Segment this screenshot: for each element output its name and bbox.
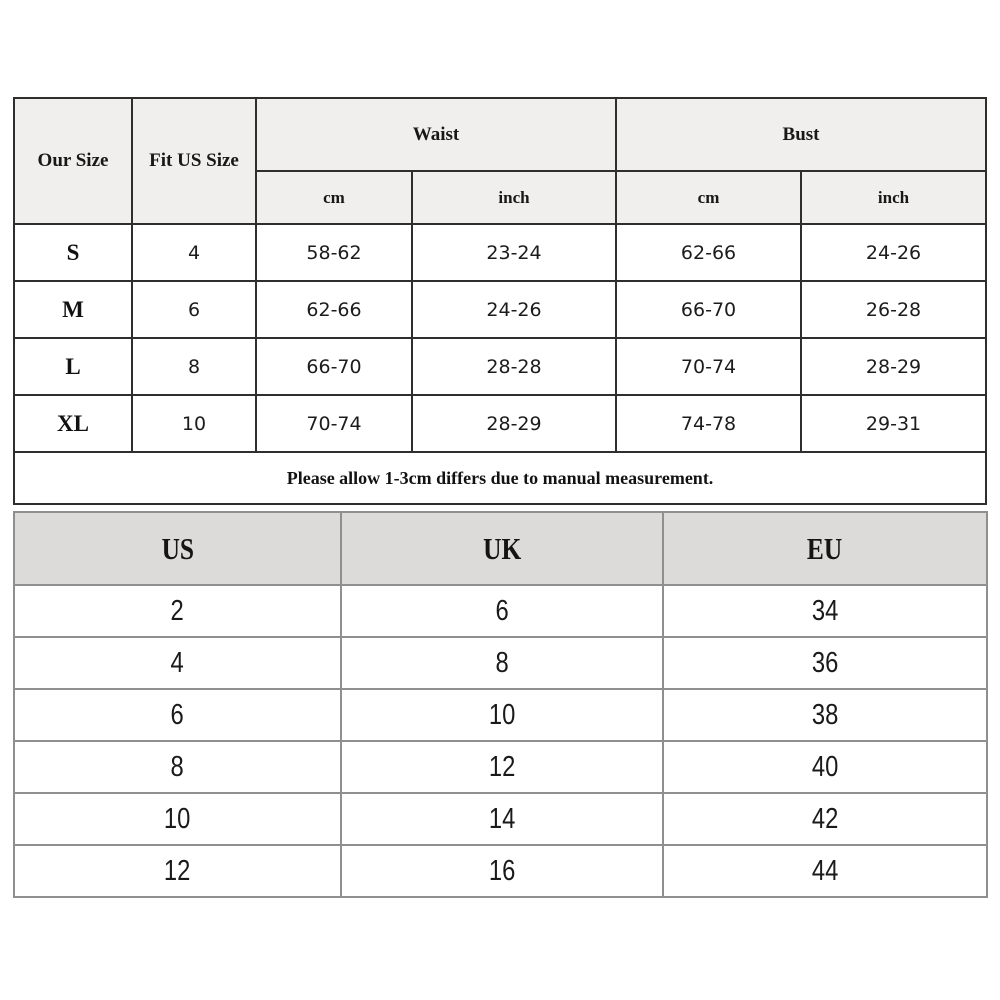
table-row: [14, 689, 987, 741]
cell-bust-cm: 66-70: [616, 281, 801, 338]
column-header-eu: [663, 512, 987, 585]
table-row-size-m: [14, 281, 986, 338]
cell-us: [14, 793, 341, 845]
cell-eu: [663, 793, 987, 845]
cell-us-value: 2: [170, 594, 185, 627]
column-header-our-size: Our Size: [14, 98, 132, 224]
cell-us: [14, 585, 341, 637]
cell-waist-inch: 28-28: [412, 338, 616, 395]
cell-bust-inch: 29-31: [801, 395, 986, 452]
table-row: [14, 845, 987, 897]
cell-uk-value: 6: [495, 594, 509, 627]
cell-uk-value: 14: [488, 802, 516, 835]
cell-eu-value: 42: [811, 802, 839, 835]
cell-us: [14, 845, 341, 897]
cell-our-size: S: [14, 224, 132, 281]
conversion-header-row: [14, 512, 987, 585]
table-row-size-xl: [14, 395, 986, 452]
cell-waist-inch: 28-29: [412, 395, 616, 452]
cell-uk-value: 16: [488, 854, 516, 887]
cell-uk: [341, 637, 663, 689]
conversion-chart-table: [13, 511, 988, 898]
cell-eu-value: 36: [811, 646, 839, 679]
cell-fit-us-size: 4: [132, 224, 256, 281]
cell-us-value: 8: [170, 750, 185, 783]
cell-fit-us-size: 8: [132, 338, 256, 395]
table-row: [14, 637, 987, 689]
cell-bust-cm: 74-78: [616, 395, 801, 452]
column-header-waist-inch: inch: [412, 171, 616, 224]
table-row: [14, 741, 987, 793]
cell-waist-inch: 24-26: [412, 281, 616, 338]
cell-us-value: 12: [164, 854, 191, 887]
cell-waist-cm: 62-66: [256, 281, 412, 338]
cell-eu: [663, 741, 987, 793]
cell-eu: [663, 845, 987, 897]
table-row-size-s: [14, 224, 986, 281]
size-chart-header-row-1: [14, 98, 986, 171]
size-chart-table: [13, 97, 987, 505]
cell-uk-value: 10: [488, 698, 516, 731]
column-header-bust-cm: cm: [616, 171, 801, 224]
measurement-note-row: [14, 452, 986, 504]
cell-uk: [341, 845, 663, 897]
cell-us-value: 4: [170, 646, 185, 679]
cell-uk: [341, 585, 663, 637]
cell-waist-cm: 70-74: [256, 395, 412, 452]
column-header-uk-label: UK: [482, 530, 522, 566]
table-row: [14, 585, 987, 637]
column-header-bust-inch: inch: [801, 171, 986, 224]
column-header-eu-label: EU: [807, 530, 843, 566]
column-header-uk: [341, 512, 663, 585]
cell-us-value: 10: [164, 802, 191, 835]
cell-waist-inch: 23-24: [412, 224, 616, 281]
cell-bust-inch: 26-28: [801, 281, 986, 338]
table-row-size-l: [14, 338, 986, 395]
column-header-fit-us-size: Fit US Size: [132, 98, 256, 224]
cell-bust-inch: 28-29: [801, 338, 986, 395]
cell-us: [14, 689, 341, 741]
cell-eu: [663, 689, 987, 741]
cell-uk: [341, 793, 663, 845]
cell-eu-value: 40: [811, 750, 839, 783]
cell-waist-cm: 58-62: [256, 224, 412, 281]
cell-eu-value: 44: [811, 854, 839, 887]
cell-eu-value: 34: [811, 594, 839, 627]
cell-us-value: 6: [170, 698, 185, 731]
cell-bust-inch: 24-26: [801, 224, 986, 281]
measurement-note: Please allow 1-3cm differs due to manual measurement.: [14, 452, 986, 504]
cell-fit-us-size: 6: [132, 281, 256, 338]
cell-us: [14, 637, 341, 689]
cell-bust-cm: 62-66: [616, 224, 801, 281]
cell-our-size: XL: [14, 395, 132, 452]
cell-eu: [663, 585, 987, 637]
column-header-waist-cm: cm: [256, 171, 412, 224]
column-header-us-label: US: [161, 530, 194, 566]
cell-uk: [341, 741, 663, 793]
column-header-waist: Waist: [256, 98, 616, 171]
cell-bust-cm: 70-74: [616, 338, 801, 395]
cell-us: [14, 741, 341, 793]
table-row: [14, 793, 987, 845]
cell-uk-value: 12: [488, 750, 516, 783]
column-header-us: [14, 512, 341, 585]
cell-eu-value: 38: [811, 698, 839, 731]
cell-fit-us-size: 10: [132, 395, 256, 452]
cell-uk: [341, 689, 663, 741]
cell-eu: [663, 637, 987, 689]
cell-uk-value: 8: [495, 646, 509, 679]
column-header-bust: Bust: [616, 98, 986, 171]
cell-our-size: M: [14, 281, 132, 338]
cell-our-size: L: [14, 338, 132, 395]
cell-waist-cm: 66-70: [256, 338, 412, 395]
